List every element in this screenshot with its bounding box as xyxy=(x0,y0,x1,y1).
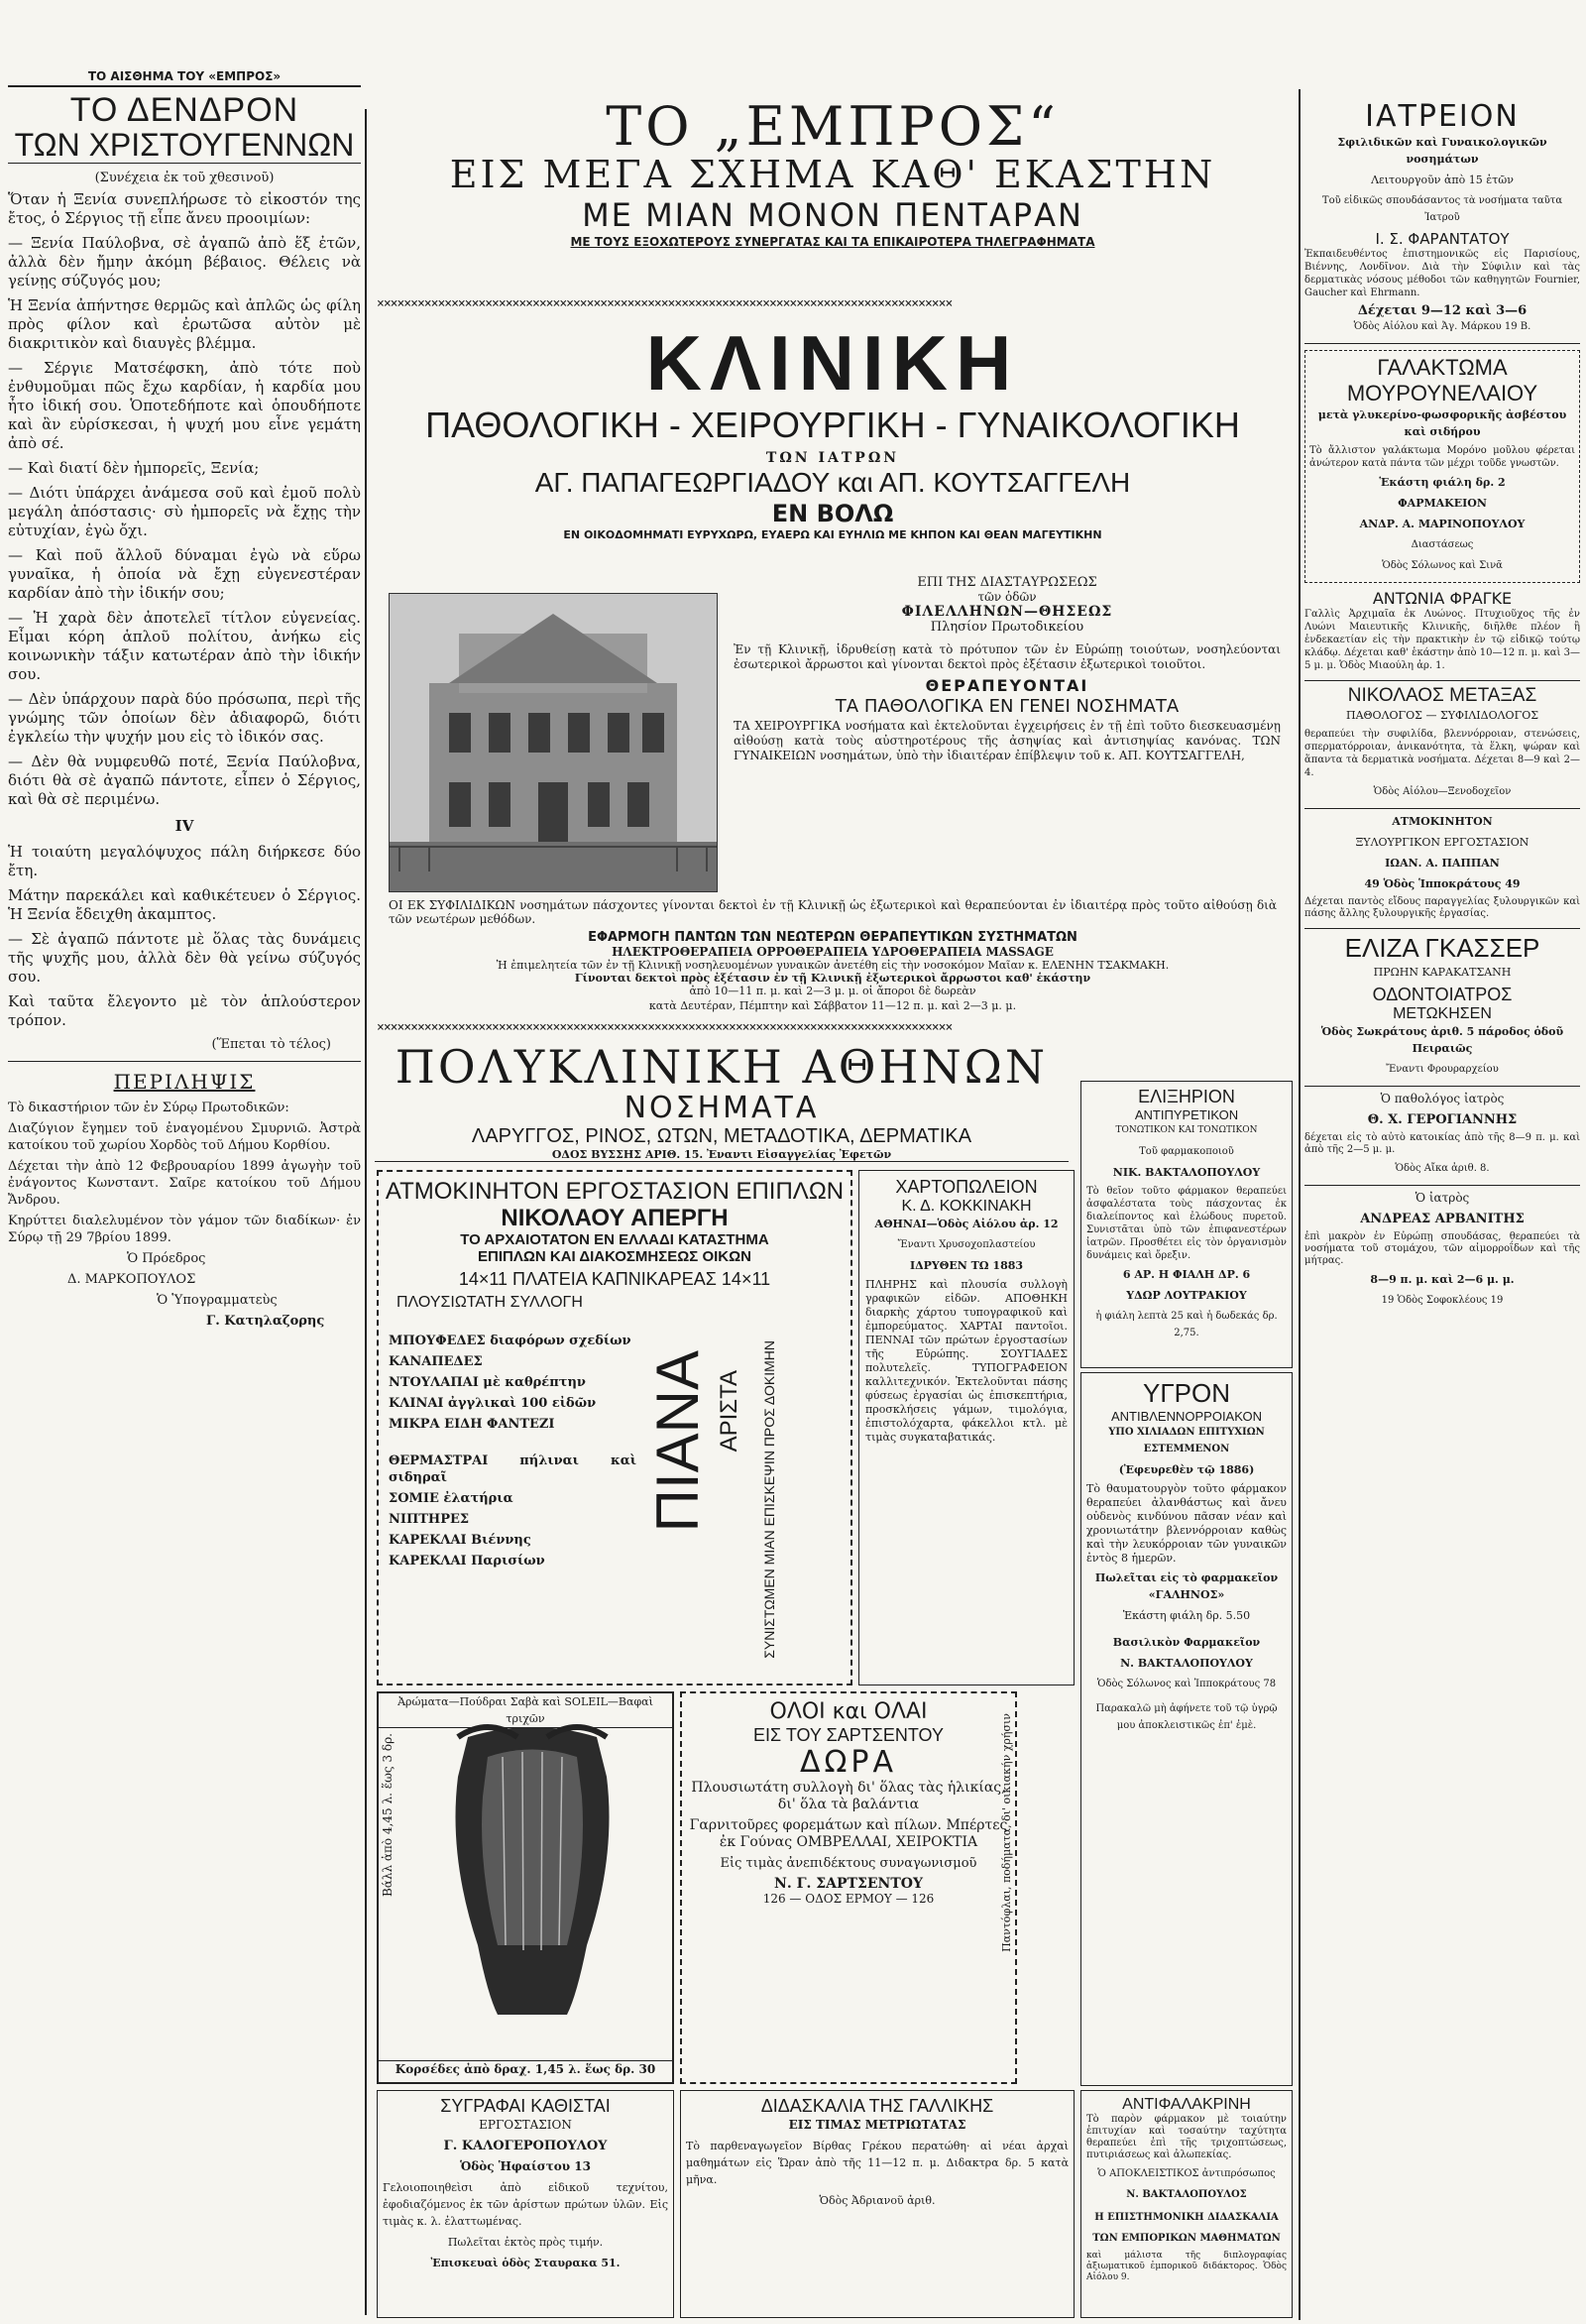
ygron-sale: Πωλεῖται εἰς τὸ φαρμακεῖον «ΓΑΛΗΝΟΣ» xyxy=(1094,1571,1279,1601)
story-paragraph: — Δὲν ὑπάρχουν παρὰ δύο πρόσωπα, περὶ τῆς γνώμης τῶν ὁποίων δὲν ἀδιαφορῶ, διότι ἐγκλείω τὴν ψυχήν μου εἰς τὸ ἰδικόν σας. xyxy=(8,690,361,746)
elixir-water-price: ἡ φιάλη λεπτὰ 25 καὶ ἡ δωδεκάς δρ. 2,75. xyxy=(1095,1311,1278,1338)
factory-item: ΚΑΝΑΠΕΔΕΣ xyxy=(389,1354,483,1369)
ygron-address: Ὁδὸς Σόλωνος καὶ Ἱπποκράτους 78 xyxy=(1096,1679,1277,1689)
piano-label: ΠΙΑΝΑ xyxy=(644,1350,711,1533)
corset-illustration xyxy=(408,1717,656,2034)
masthead-line-3: ΜΕ ΤΟΥΣ ΕΞΟΧΩΤΕΡΟΥΣ ΣΥΝΕΡΓΑΤΑΣ ΚΑΙ ΤΑ ΕΠΙΚΑΙΡΟΤΕΡΑ ΤΗΛΕΓΡΑΦΗΜΑΤΑ xyxy=(570,235,1095,249)
factory-item: ΜΠΟΥΦΕΔΕΣ διαφόρων σχεδίων xyxy=(389,1334,631,1348)
story-paragraph: Ἡ Ξενία ἀπήντησε θερμῶς καὶ ἀπλῶς ὡς φίλη πρὸς φίλον καὶ ἐρωτῶσα αὐτὸν μὲ διακριτικὸν καὶ διαυγὲς βλέμμα. xyxy=(8,296,361,352)
clinic-city: ΕΝ ΒΟΛΩ xyxy=(771,500,894,527)
sartzentos-owner: Ν. Γ. ΣΑΡΤΣΕΝΤΟΥ xyxy=(774,1876,923,1892)
eliza-address: Ὁδὸς Σωκράτους ἀριθ. 5 πάροδος ὁδοῦ Πειραιῶς xyxy=(1320,1025,1564,1055)
clinic-building-photo xyxy=(389,593,718,892)
furniture2-ad xyxy=(1304,809,1580,929)
iatreion-sub-1: Σφιλιδικῶν καὶ Γυναικολογικῶν νοσημάτων xyxy=(1337,136,1547,166)
clinic-title: ΚΛΙΝΙΚΗ xyxy=(645,319,1020,407)
story-end: (Ἕπεται τὸ τέλος) xyxy=(211,1037,331,1052)
paper-shop-founded: ΙΔΡΥΘΕΝ ΤΩ 1883 xyxy=(909,1259,1024,1272)
sygrafai-ad xyxy=(377,2090,674,2318)
clinic-body-3: ΟΙ ΕΚ ΣΥΦΙΛΙΔΙΚΩΝ νοσημάτων πάσχοντες γίνονται δεκτοὶ ἐν τῇ Κλινικῇ ὡς ἐξωτερικοὶ καὶ θεραπεύονται ἐν ἰδιαιτέρᾳ πρὸς τοῦτο αἰθούσῃ διὰ τῶν νεωτέρων μεθόδων. xyxy=(389,898,1277,926)
antifalakrini-title: ΑΝΤΙΦΑΛΑΚΡΙΝΗ xyxy=(1122,2096,1251,2113)
summary-sign: Ὁ Πρόεδρος xyxy=(127,1251,206,1266)
elixir-shop: 6 ΑΡ. Η ΦΙΑΛΗ ΔΡ. 6 xyxy=(1122,1268,1251,1281)
corset-ad xyxy=(377,1691,674,2084)
sygrafai-footer: Πωλεῖται ἐκτὸς πρὸς τιμήν. xyxy=(447,2236,604,2249)
story-paragraph: Ὅταν ἡ Ξενία συνεπλήρωσε τὸ εἰκοστόν της ἔτος, ὁ Σέργιος τῇ εἶπε ἄνευ προοιμίων: xyxy=(8,190,361,227)
factory-item: ΝΙΠΤΗΡΕΣ xyxy=(389,1512,470,1527)
story-title: ΤΟ ΔΕΝΔΡΟΝ xyxy=(69,91,299,129)
iatreion-body: Ἐκπαιδευθέντος ἐπιστημονικῶς εἰς Παρισίους, Βιέννης, Λονδῖνον. Διὰ τὴν Σύφιλιν καὶ τὰς δερματικὰς νόσους μέθοδοι τῶν καθηγητῶν Fournier, Gaucher καὶ Ehrmann. xyxy=(1304,249,1580,298)
section-label: ΤΟ ΑΙΣΘΗΜΑ ΤΟΥ «ΕΜΠΡΟΣ» xyxy=(8,69,361,87)
ygron-year: (Ἐφευρεθὲν τῷ 1886) xyxy=(1118,1463,1255,1476)
ygron-body: Τὸ θαυματουργὸν τοῦτο φάρμακον θεραπεύει ἀλανθάστως καὶ ἄνευ οὐδενὸς κινδύνου πᾶσαν νέαν καὶ χρονιωτάτην βλεννόρροιαν καθὼς καὶ τὴν λευκόρροιαν τῶν γυναικῶν ἐντὸς 8 ἡμερῶν. xyxy=(1086,1482,1287,1565)
paper-shop-title: ΧΑΡΤΟΠΩΛΕΙΟΝ xyxy=(895,1177,1038,1197)
polyclinic-address: ΟΔΟΣ ΒΥΣΣΗΣ ΑΡΙΘ. 15. Ἐναντι Εἰσαγγελίας Ἐφετῶν xyxy=(375,1148,1069,1162)
sygrafai-title: ΣΥΓΡΑΦΑΙ ΚΑΘΙΣΤΑΙ xyxy=(440,2096,611,2116)
gerogiannis-body: δέχεται εἰς τὸ αὐτὸ κατοικίας ἀπὸ τῆς 8—9 π. μ. καὶ ἀπὸ τῆς 2—5 μ. μ. xyxy=(1304,1132,1580,1155)
polyclinic-list: ΛΑΡΥΓΓΟΣ, ΡΙΝΟΣ, ΩΤΩΝ, ΜΕΤΑΔΟΤΙΚΑ, ΔΕΡΜΑΤΙΚΑ xyxy=(471,1125,972,1147)
school-title: Η ΕΠΙΣΤΗΜΟΝΙΚΗ ΔΙΔΑΣΚΑΛΙΑ xyxy=(1094,2212,1279,2223)
clinic-street-4: Πλησίον Πρωτοδικείου xyxy=(930,620,1084,635)
clinic-specialties: ΠΑΘΟΛΟΓΙΚΗ - ΧΕΙΡΟΥΡΓΙΚΗ - ΓΥΝΑΙΚΟΛΟΓΙΚΗ xyxy=(425,405,1240,445)
teaching-title: ΔΙΔΑΣΚΑΛΙΑ ΤΗΣ ΓΑΛΛΙΚΗΣ xyxy=(760,2096,994,2116)
story-paragraph: — Διότι ὑπάρχει ἀνάμεσα σοῦ καὶ ἐμοῦ πολὺ μεγάλη ἀπόστασις· σὺ ἠμπορεῖς νὰ ἔχῃς τὴν εὐτυχίαν, ἐγὼ ὄχι. xyxy=(8,484,361,539)
galaktoma-ad xyxy=(1304,350,1580,583)
ygron-footer: Παρακαλῶ μὴ ἀφήνετε τοῦ τῷ ὑγρῷ μου ἀποκλειστικῶς ἐπ' ἐμὲ. xyxy=(1095,1703,1278,1731)
ygron-ad xyxy=(1080,1372,1293,2086)
galaktoma-price: Ἑκάστη φιάλη δρ. 2 xyxy=(1379,476,1506,489)
piano-label-3: ΣΥΝΙΣΤΩΜΕΝ ΜΙΑΝ ΕΠΙΣΚΕΨΙΝ ΠΡΟΣ ΔΟΚΙΜΗΝ xyxy=(761,1340,777,1659)
elixir-subtitle: ΑΝΤΙΠΥΡΕΤΙΚΟΝ xyxy=(1134,1107,1239,1122)
sartzentos-address: 126 — ΟΔΟΣ ΕΡΜΟΥ — 126 xyxy=(762,1892,935,1906)
clinic-street-2: τῶν ὁδῶν xyxy=(977,590,1037,604)
sartzentos-side: Παντόφλαι, ποδήματα, δι' οικιακήν χρήσιν xyxy=(1000,1713,1013,1952)
ornament-border: ××××××××××××××××××××××××××××××××××××××××××××××××××××××××××××××××××××××××××××××××××××× xyxy=(377,297,953,311)
clinic-hours-2: ἀπὸ 10—11 π. μ. καὶ 2—3 μ. μ. οἱ ἄποροι δὲ δωρεὰν xyxy=(689,985,976,997)
factory-desc-1: ΤΟ ΑΡΧΑΙΟΤΑΤΟΝ ΕΝ ΕΛΛΑΔΙ ΚΑΤΑΣΤΗΜΑ xyxy=(460,1231,769,1248)
factory-items xyxy=(389,1333,636,1670)
masthead-sub xyxy=(372,196,1294,295)
building-illustration xyxy=(390,594,717,891)
divider xyxy=(8,1061,361,1062)
factory-item: ΜΙΚΡΑ ΕΙΔΗ ΦΑΝΤΕΖΙ xyxy=(389,1417,555,1432)
iatreion-sub-2: Λειτουργοῦν ἀπὸ 15 ἐτῶν xyxy=(1371,174,1514,186)
clinic-therapies: ΗΛΕΚΤΡΟΘΕΡΑΠΕΙΑ ΟΡΡΟΘΕΡΑΠΕΙΑ ΥΔΡΟΘΕΡΑΠΕΙΑ MASSAGE xyxy=(612,945,1054,959)
arvanitis-hours: 8—9 π. μ. καὶ 2—6 μ. μ. xyxy=(1370,1273,1515,1286)
story-paragraph: — Σέργιε Ματσέφσκη, ἀπὸ τότε ποὺ ἐνθυμοῦμαι πῶς ἔχω καρδίαν, ἡ καρδία μου ἦτο ἰδική σου. Ὁποτεδήποτε καὶ ὁπουδήποτε καὶ ἂν εὑρίσκεσαι, ἡ ψυχή μου εἶνε γεμάτη ἀπὸ σέ. xyxy=(8,359,361,452)
story-paragraph: Μάτην παρεκάλει καὶ καθικέτευεν ὁ Σέργιος. Ἡ Ξενία ἔδειχθη ἀκαμπτος. xyxy=(8,886,361,923)
gerogiannis-address: Ὁδὸς Αἴκα ἀριθ. 8. xyxy=(1395,1163,1490,1174)
ygron-sub-2: ΥΠΟ ΧΙΛΙΑΔΩΝ ΕΠΙΤΥΧΙΩΝ ΕΣΤΕΜΜΕΝΟΝ xyxy=(1108,1427,1265,1454)
iatreion-hours: Δέχεται 9—12 καὶ 3—6 xyxy=(1357,303,1528,318)
masthead-title: ΤΟ „ΕΜΠΡΟΣ“ xyxy=(606,99,1060,158)
factory-item: ΚΛΙΝΑΙ ἀγγλικαὶ 100 εἰδῶν xyxy=(389,1396,597,1411)
elixir-sub-2: ΤΟΝΩΤΙΚΟΝ ΚΑΙ ΤΟΝΩΤΙΚΟΝ xyxy=(1115,1125,1258,1135)
masthead xyxy=(372,99,1294,198)
metaxas-body: θεραπεύει τὴν συφιλίδα, βλεννόρροιαν, στενώσεις, σπερματόρροιαν, ἀνικανότητα, τὰ ἕλκη, ψώραν καὶ ἅπαντα τὰ δερματικὰ νοσήματα. Δέχεται 8—9 καὶ 2—4. xyxy=(1304,729,1580,778)
clinic-treated: ΘΕΡΑΠΕΥΟΝΤΑΙ xyxy=(925,676,1089,695)
iatreion-ad xyxy=(1304,99,1580,344)
teaching-sub: ΕΙΣ ΤΙΜΑΣ ΜΕΤΡΙΩΤΑΤΑΣ xyxy=(788,2118,966,2132)
antifalakrini-body: Τὸ παρὸν φάρμακον μὲ τοιαύτην ἐπιτυχίαν καὶ τοσαύτην ταχύτητα θεραπεύει ἐπὶ τῆς τριχοπτώσεως, πυτιριάσεως καὶ ἀλωπεκίας. xyxy=(1086,2114,1287,2160)
right-column xyxy=(1304,99,1580,2320)
clinic-ad xyxy=(377,315,1289,1003)
story-subtitle: (Συνέχεια ἐκ τοῦ χθεσινοῦ) xyxy=(94,171,275,185)
eliza-sub: ΠΡΩΗΝ ΚΑΡΑΚΑΤΣΑΝΗ xyxy=(1373,966,1512,979)
metaxas-ad xyxy=(1304,681,1580,809)
story-paragraph: — Ἡ χαρὰ δὲν ἀποτελεῖ τίτλον εὐγενείας. Εἶμαι κόρη ἁπλοῦ πολίτου, ἀνήκω εἰς κοινωνικὴν τάξιν κατωτέραν ἀπὸ τὴν ἰδικήν σου. xyxy=(8,609,361,683)
furniture2-body: Δέχεται παντὸς εἴδους παραγγελίας ξυλουργικῶν καὶ πάσης ἄλλης ξυλουργικῆς ἐργασίας. xyxy=(1304,896,1580,919)
summary-paragraph: Τὸ δικαστήριον τῶν ἐν Σύρῳ Πρωτοδικῶν: xyxy=(8,1101,289,1115)
clinic-doctors: ΑΓ. ΠΑΠΑΓΕΩΡΓΙΑΔΟΥ και ΑΠ. ΚΟΥΤΣΑΓΓΕΛΗ xyxy=(534,467,1131,498)
sartzentos-to: ΕΙΣ ΤΟΥ ΣΑΡΤΣΕΝΤΟΥ xyxy=(753,1725,944,1745)
column-rule xyxy=(365,109,367,2315)
ygron-price: Ἑκάστη φιάλη δρ. 5.50 xyxy=(1122,1609,1251,1622)
factory-address: 14×11 ΠΛΑΤΕΙΑ ΚΑΠΝΙΚΑΡΕΑΣ 14×11 xyxy=(458,1269,771,1289)
sartzentos-gifts: ΔΩΡΑ xyxy=(799,1745,898,1780)
sartzentos-ad xyxy=(680,1691,1017,2084)
paper-shop-body: ΠΛΗΡΗΣ καὶ πλουσία συλλογὴ γραφικῶν εἰδῶν. ΑΠΟΘΗΚΗ διαρκὴς χάρτου τυπογραφικοῦ καὶ ἐμπορεύματος. ΧΑΡΤΑΙ παντοῖοι. ΠΕΝΝΑΙ τῶν πρώτων ἐργοστασίων τῆς Εὐρώπης. ΣΟΥΓΙΑΔΕΣ πολυτελεῖς. ΤΥΠΟΓΡΑΦΕΙΟΝ καλλιτεχνικόν. Ἐκτελοῦνται πάσης φύσεως ἐργασίαι ὡς ἐπισκεπτήρια, προσκλήσεις γάμων, τιμολόγια, ἐπιστολόχαρτα, φάκελλοι κτλ. μὲ τιμὰς συγκαταβατικάς. xyxy=(865,1278,1068,1444)
sygrafai-owner: Γ. ΚΑΛΟΓΕΡΟΠΟΥΛΟΥ xyxy=(443,2139,608,2153)
metaxas-sub: ΠΑΘΟΛΟΓΟΣ — ΣΥΦΙΛΙΔΟΛΟΓΟΣ xyxy=(1346,709,1538,722)
corset-top: Ἀρώματα—Πούδραι Σαβὰ καὶ SOLEIL—Βαφαὶ τριχῶν xyxy=(379,1693,672,1728)
factory-item: ΣΟΜΙΕ ἐλατήρια xyxy=(389,1491,513,1506)
clinic-nurse: Ἡ ἐπιμελητεία τῶν ἐν τῇ Κλινικῇ νοσηλευομένων γυναικῶν ἀνετέθη εἰς τὴν νοσοκόμον Μαῖαν κ. ΕΛΕΝΗΝ ΤΣΑΚΜΑΚΗ. xyxy=(496,959,1170,972)
factory-owner: ΝΙΚΟΛΑΟΥ ΑΠΕΡΓΗ xyxy=(501,1205,729,1231)
antifalakrini-sign-1: Ὁ ΑΠΟΚΛΕΙΣΤΙΚΟΣ ἀντιπρόσωπος xyxy=(1097,2168,1276,2179)
clinic-diseases: ΤΑ ΠΑΘΟΛΟΓΙΚΑ ΕΝ ΓΕΝΕΙ ΝΟΣΗΜΑΤΑ xyxy=(835,696,1180,717)
story-paragraph: Ἡ τοιαύτη μεγαλόψυχος πάλη διήρκεσε δύο ἔτη. xyxy=(8,843,361,879)
chapter-number: IV xyxy=(174,817,194,835)
elixir-water: ΥΔΩΡ ΛΟΥΤΡΑΚΙΟΥ xyxy=(1126,1289,1247,1302)
column-rule xyxy=(1299,89,1301,2320)
arvanitis-ad xyxy=(1304,1186,1580,1317)
eliza-moved: ΜΕΤΩΚΗΣΕΝ xyxy=(1393,1005,1492,1022)
factory-item: ΘΕΡΜΑΣΤΡΑΙ πήλιναι καὶ σιδηραῖ xyxy=(389,1453,636,1485)
factory-item: ΝΤΟΥΛΑΠΑΙ μὲ καθρέπτην xyxy=(389,1375,586,1390)
eliza-prof: ΟΔΟΝΤΟΙΑΤΡΟΣ xyxy=(1372,985,1513,1004)
eliza-near: Ἔναντι Φρουραρχείου xyxy=(1386,1064,1499,1075)
eliza-ad xyxy=(1304,929,1580,1087)
clinic-systems: ΕΦΑΡΜΟΓΗ ΠΑΝΤΩΝ ΤΩΝ ΝΕΩΤΕΡΩΝ ΘΕΡΑΠΕΥΤΙΚΩΝ ΣΥΣΤΗΜΑΤΩΝ xyxy=(588,930,1077,945)
polyclinic-subtitle: ΝΟΣΗΜΑΤΑ xyxy=(623,1091,820,1125)
galaktoma-body: Τὸ ἄλλιστον γαλάκτωμα Μορόνο μοῦλου φέρεται ἀνώτερον κατὰ πάντα τῶν μέχρι τοῦδε γνωστῶν. xyxy=(1309,445,1575,469)
teaching-ad xyxy=(680,2090,1075,2318)
ygron-sign-1: Βασιλικὸν Φαρμακεῖον xyxy=(1112,1636,1261,1649)
ygron-sign-2: Ν. ΒΑΚΤΑΛΟΠΟΥΛΟΥ xyxy=(1120,1657,1253,1670)
arvanitis-address: 19 Ὁδὸς Σοφοκλέους 19 xyxy=(1381,1295,1504,1306)
arvanitis-title: Ὁ ἰατρὸς xyxy=(1415,1191,1470,1205)
sygrafai-sign: Ἐπισκευαὶ ὁδὸς Σταυρακα 51. xyxy=(430,2257,621,2269)
factory-item: ΚΑΡΕΚΛΑΙ Βιέννης xyxy=(389,1533,531,1548)
galaktoma-desc: μετὰ γλυκερίνο-φωσφορικῆς ἀσβέστου καὶ σιδήρου xyxy=(1317,408,1567,438)
furniture-factory-ad xyxy=(377,1170,852,1685)
elixir-ad xyxy=(1080,1081,1293,1368)
elixir-by: Τοῦ φαρμακοποιοῦ xyxy=(1139,1146,1234,1157)
iatreion-sub-3: Τοῦ εἰδικῶς σπουδάσαντος τὰ νοσήματα ταῦτα Ἰατροῦ xyxy=(1321,195,1563,223)
story-paragraph: — Καὶ ποῦ ἄλλοῦ δύναμαι ἐγὼ νὰ εὕρω γυναῖκα, ἡ ὁποία νὰ ἔχῃ εὐγενεστέραν καρδίαν ἀπὸ τὴν ἰδικήν σου; xyxy=(8,546,361,602)
paper-shop-address: ΑΘΗΝΑΙ—Ὁδὸς Αἰόλου ἀρ. 12 xyxy=(874,1218,1059,1230)
arvanitis-body: ἐπὶ μακρὸν ἐν Εὐρώπῃ σπουδάσας, θεραπεύει τὰ νοσήματα τοῦ στομάχου, τῶν αἱμορροΐδων καὶ τῆς μήτρας. xyxy=(1304,1231,1580,1266)
story-paragraph: Καὶ ταῦτα ἔλεγοντο μὲ τὸν ἁπλούστερον τρόπον. xyxy=(8,992,361,1029)
factory-item: ΚΑΡΕΚΛΑΙ Παρισίων xyxy=(389,1554,545,1569)
paper-shop-ad xyxy=(858,1170,1075,1685)
sartzentos-body: Πλουσιωτάτη συλλογὴ δι' ὅλας τὰς ἡλικίας, δι' ὅλα τὰ βαλάντια xyxy=(691,1780,1006,1812)
summary-paragraph: Διαζύγιον ἔγημεν τοῦ ἐναγομένου Σμυρνιῶ. Ἀστρὰ κατοίκου τοῦ χωρίου Χορδὸς τοῦ Δήμου Κορθίου. xyxy=(8,1121,361,1153)
corset-bottom: Κορσέδες ἀπὸ δραχ. 1,45 λ. ἕως δρ. 30 xyxy=(379,2060,672,2078)
elixir-title: ΕΛΙΞΗΡΙΟΝ xyxy=(1138,1087,1235,1106)
summary-title: ΠΕΡΙΛΗΨΙΣ xyxy=(113,1070,256,1094)
summary-sign: Ὁ Ὑπογραμματεὺς xyxy=(157,1293,278,1308)
sygrafai-sub: ΕΡΓΟΣΤΑΣΙΟΝ xyxy=(479,2118,572,2132)
galaktoma-pharmacy: ΦΑΡΜΑΚΕΙΟΝ xyxy=(1398,497,1487,510)
antonia-ad xyxy=(1304,589,1580,681)
clinic-bottom xyxy=(389,898,1277,1003)
factory-title: ΑΤΜΟΚΙΝΗΤΟΝ ΕΡΓΟΣΤΑΣΙΟΝ ΕΠΙΠΛΩΝ xyxy=(385,1178,845,1205)
metaxas-address: Ὁδὸς Αἰόλου—Ξενοδοχεῖον xyxy=(1373,786,1512,797)
clinic-body-1: Ἐν τῇ Κλινικῇ, ἱδρυθείσῃ κατὰ τὸ πρότυπον τῶν ἐν Εὐρώπῃ τοιούτων, νοσηλεύονται ἐσωτερικοὶ ἄρρωστοι καὶ γίνονται δεκτοὶ πρὸς ἐξέτασιν ἐξωτερικοὶ τοιοῦτοι. xyxy=(734,642,1281,671)
gerogiannis-title: Ὁ παθολόγος ἰατρὸς xyxy=(1380,1092,1505,1105)
eliza-title: ΕΛΙΖΑ ΓΚΑΣΣΕΡ xyxy=(1344,933,1540,963)
galaktoma-pharmacist: ΑΝΔΡ. Α. ΜΑΡΙΝΟΠΟΥΛΟΥ xyxy=(1359,518,1526,530)
galaktoma-address: Ὁδὸς Σόλωνος καὶ Σινᾶ xyxy=(1382,560,1503,571)
paper-shop-medal: Ἔναντι Χρυσοχοπλαστείου xyxy=(897,1239,1036,1250)
sygrafai-body: Γελοιοποιηθεὶσι ἀπὸ εἰδικοῦ τεχνίτου, ἐφοδιαζόμενος ἐκ τῶν ἀρίστων πρώτων ὑλῶν. Εἰς τιμὰς κ. λ. ἐλαττωμένας. xyxy=(383,2181,668,2228)
furniture2-sub: ΞΥΛΟΥΡΓΙΚΟΝ ΕΡΓΟΣΤΑΣΙΟΝ xyxy=(1355,836,1529,849)
clinic-of-doctors: ΤΩΝ ΙΑΤΡΩΝ xyxy=(765,450,900,466)
story-paragraph: — Σὲ ἀγαπῶ πάντοτε μὲ ὅλας τὰς δυνάμεις τῆς ψυχῆς μου, ἀλλὰ δὲν θὰ γείνω σύζυγός σου. xyxy=(8,930,361,986)
summary-sign: Δ. ΜΑΡΚΟΠΟΥΛΟΣ xyxy=(67,1272,196,1287)
ygron-sub-1: ΑΝΤΙΒΛΕΝΝΟΡΡΟΙΑΚΟΝ xyxy=(1110,1409,1263,1424)
clinic-hours-1: Γίνονται δεκτοὶ πρὸς ἐξέτασιν ἐν τῇ Κλινικῇ ἐξωτερικοὶ ἄρρωστοι καθ' ἑκάστην xyxy=(574,972,1091,985)
iatreion-title: ΙΑΤΡΕΙΟΝ xyxy=(1365,99,1520,134)
ygron-title: ΥΓΡΟΝ xyxy=(1142,1378,1230,1408)
antifalakrini-box xyxy=(1080,2090,1293,2318)
corset-side: Βάλλ ἀπὸ 4,45 λ. ἕως 3 δρ. xyxy=(381,1733,395,1898)
gerogiannis-name: Θ. Χ. ΓΕΡΟΓΙΑΝΝΗΣ xyxy=(1367,1112,1518,1127)
summary-sign: Γ. Κατηλαζορης xyxy=(206,1314,325,1329)
school-sub: ΤΩΝ ΕΜΠΟΡΙΚΩΝ ΜΑΘΗΜΑΤΩΝ xyxy=(1092,2233,1281,2244)
factory-collection: ΠΛΟΥΣΙΩΤΑΤΗ ΣΥΛΛΟΓΗ xyxy=(396,1294,583,1311)
story-column xyxy=(8,69,361,2320)
summary-paragraph: Κηρύττει διαλελυμένον τὸν γάμον τῶν διαδίκων· ἐν Σύρῳ τῇ 29 7βρίου 1899. xyxy=(8,1214,361,1245)
story-paragraph: — Καὶ διατί δὲν ἠμπορεῖς, Ξενία; xyxy=(8,459,260,477)
paper-shop-owner: Κ. Δ. ΚΟΚΚΙΝΑΚΗ xyxy=(901,1198,1032,1215)
story-title-2: ΤΩΝ ΧΡΙΣΤΟΥΓΕΝΝΩΝ xyxy=(8,127,361,164)
masthead-line-2: ΜΕ ΜΙΑΝ ΜΟΝΟΝ ΠΕΝΤΑΡΑΝ xyxy=(582,196,1083,234)
iatreion-address: Ὁδὸς Αἰόλου καὶ Ἀγ. Μάρκου 19 Β. xyxy=(1353,321,1531,332)
school-body: καὶ μάλιστα τῆς διπλογραφίας ἀξιωματικοῦ ἐμπορικοῦ διδάκτορος. Ὁδὸς Αἰόλου 9. xyxy=(1086,2251,1287,2282)
factory-desc-2: ΕΠΙΠΛΩΝ ΚΑΙ ΔΙΑΚΟΣΜΗΣΕΩΣ ΟΙΚΩΝ xyxy=(478,1248,751,1265)
furniture2-title: ΑΤΜΟΚΙΝΗΤΟΝ xyxy=(1392,815,1493,828)
galaktoma-name: ΜΟΥΡΟΥΝΕΛΑΙΟΥ xyxy=(1346,381,1538,406)
story-paragraph: — Δὲν θὰ νυμφευθῶ ποτέ, Ξενία Παύλοβνα, διότι θὰ σὲ ἀγαπῶ πάντοτε, εἶπεν ὁ Σέργιος, καὶ θὰ σὲ περιμένω. xyxy=(8,753,361,808)
antifalakrini-sign-2: Ν. ΒΑΚΤΑΛΟΠΟΥΛΟΣ xyxy=(1126,2189,1247,2200)
piano-label-2: ΑΡΙΣΤΑ xyxy=(716,1370,742,1452)
antonia-body: Γαλλὶς Ἀρχιμαῖα ἐκ Λυώνος. Πτυχιοῦχος τῆς ἐν Λυώνι Μαιευτικῆς Κλινικῆς, διῆλθε πλέον ἢ ἐνδεκαετίαν εἰς τὴν πρακτικὴν ἐν τῷ εἰδικῷ τούτῳ κλάδῳ. Δέχεται καθ' ἑκάστην ἀπὸ 10—12 π. μ. καὶ 3—5 μ. μ. Ὁδὸς Μιαούλη ἀρ. 1. xyxy=(1304,609,1580,671)
galaktoma-title: ΓΑΛΑΚΤΩΜΑ xyxy=(1377,355,1508,380)
furniture2-owner: ΙΩΑΝ. Α. ΠΑΠΠΑΝ xyxy=(1385,857,1500,870)
story-paragraph: — Ξενία Παύλοβνα, σὲ ἀγαπῶ ἀπὸ ἕξ ἐτῶν, ἀλλὰ δὲν ἤμην ἀκόμη βέβαιος. Θέλεις νὰ γείνῃς σύζυγός μου; xyxy=(8,234,361,290)
metaxas-title: ΝΙΚΟΛΑΟΣ ΜΕΤΑΞΑΣ xyxy=(1347,685,1537,706)
galaktoma-pharm-sub: Διαστάσεως xyxy=(1411,539,1474,550)
iatreion-doctor: Ι. Σ. ΦΑΡΑΝΤΑΤΟΥ xyxy=(1375,230,1510,248)
clinic-right xyxy=(734,575,1281,902)
clinic-street-1: ΕΠΙ ΤΗΣ ΔΙΑΣΤΑΥΡΩΣΕΩΣ xyxy=(917,575,1097,590)
clinic-building: ΕΝ ΟΙΚΟΔΟΜΗΜΑΤΙ ΕΥΡΥΧΩΡΩ, ΕΥΑΕΡΩ ΚΑΙ ΕΥΗΛΙΩ ΜΕ ΚΗΠΟΝ ΚΑΙ ΘΕΑΝ ΜΑΓΕΥΤΙΚΗΝ xyxy=(563,528,1102,541)
sartzentos-all: ΟΛΟΙ και ΟΛΑΙ xyxy=(769,1699,928,1724)
sartzentos-items: Γαρνιτοῦρες φορεμάτων καὶ πίλων. Μπέρτες ἐκ Γούνας ΟΜΒΡΕΛΛΑΙ, ΧΕΙΡΟΚΤΙΑ xyxy=(689,1817,1008,1850)
ornament-border: ××××××××××××××××××××××××××××××××××××××××××××××××××××××××××××××××××××××××××××××××××××× xyxy=(377,1021,953,1035)
antonia-title: ΑΝΤΩΝΙΑ ΦΡΑΓΚΕ xyxy=(1372,589,1513,608)
sygrafai-address: Ὁδὸς Ἡφαίστου 13 xyxy=(460,2159,591,2173)
summary-paragraph: Δέχεται τὴν ἀπὸ 12 Φεβρουαρίου 1899 ἀγωγὴν τοῦ ἐνάγοντος Κωνσταντ. Σαῖρε κατοίκου τοῦ Δήμου Ἄνδρου. xyxy=(8,1159,361,1208)
gerogiannis-ad xyxy=(1304,1087,1580,1186)
clinic-hours-3: κατὰ Δευτέραν, Πέμπτην καὶ Σάββατον 11—12 π. μ. καὶ 2—3 μ. μ. xyxy=(648,999,1017,1012)
teaching-body: Τὸ παρθεναγωγεῖον Βίρθας Γρέκου περατώθη· αἱ νέαι ἀρχαὶ μαθημάτων εἰς Ὥραν ἀπὸ τῆς 11—12 π. μ. Διδακτρα δρ. 5 κατὰ μῆνα. xyxy=(686,2140,1069,2186)
clinic-street-3: ΦΙΛΕΛΛΗΝΩΝ—ΘΗΣΕΩΣ xyxy=(901,604,1113,620)
polyclinic-ad xyxy=(375,1041,1069,1168)
teaching-address: Ὁδὸς Ἀδριανοῦ ἀριθ. xyxy=(819,2194,936,2207)
elixir-body: Τὸ θεῖον τοῦτο φάρμακον θεραπεύει ἀσφαλέστατα τοὺς πάσχοντας ἐκ διαλείποντος καὶ ἐλώδους πυρετοῦ. Συνιστᾶται ὑπὸ τῶν ἐπιφανεστέρων ἰατρῶν. Προσθέτει εἰς τὸν ὀργανισμὸν δυνάμεις καὶ ὄρεξιν. xyxy=(1086,1186,1287,1261)
sartzentos-prices: Εἰς τιμὰς ἀνεπιδέκτους συναγωνισμοῦ xyxy=(720,1856,977,1871)
clinic-body-2: ΤΑ ΧΕΙΡΟΥΡΓΙΚΑ νοσήματα καὶ ἐκτελοῦνται ἐγχειρήσεις ἐν τῇ ἐπὶ τοῦτο διεσκευασμένῃ αἰθούσῃ κατὰ τοὺς αὐστηροτέρους τῆς ἀσηψίας καὶ ἀντισηψίας κανόνας. ΤΩΝ ΓΥΝΑΙΚΕΙΩΝ νοσημάτων, ὑπὸ τὴν ἰδιαιτέραν ἐπίβλεψιν τοῦ κ. ΑΠ. ΚΟΥΤΣΑΓΓΕΛΗ, xyxy=(734,719,1281,762)
furniture2-address: 49 Ὁδὸς Ἱπποκράτους 49 xyxy=(1364,877,1521,890)
polyclinic-title: ΠΟΛΥΚΛΙΝΙΚΗ ΑΘΗΝΩΝ xyxy=(395,1041,1049,1094)
masthead-line-1: ΕΙΣ ΜΕΓΑ ΣΧΗΜΑ ΚΑΘ' ΕΚΑΣΤΗΝ xyxy=(449,153,1216,196)
elixir-owner: ΝΙΚ. ΒΑΚΤΑΛΟΠΟΥΛΟΥ xyxy=(1112,1166,1261,1179)
arvanitis-name: ΑΝΔΡΕΑΣ ΑΡΒΑΝΙΤΗΣ xyxy=(1360,1212,1525,1226)
